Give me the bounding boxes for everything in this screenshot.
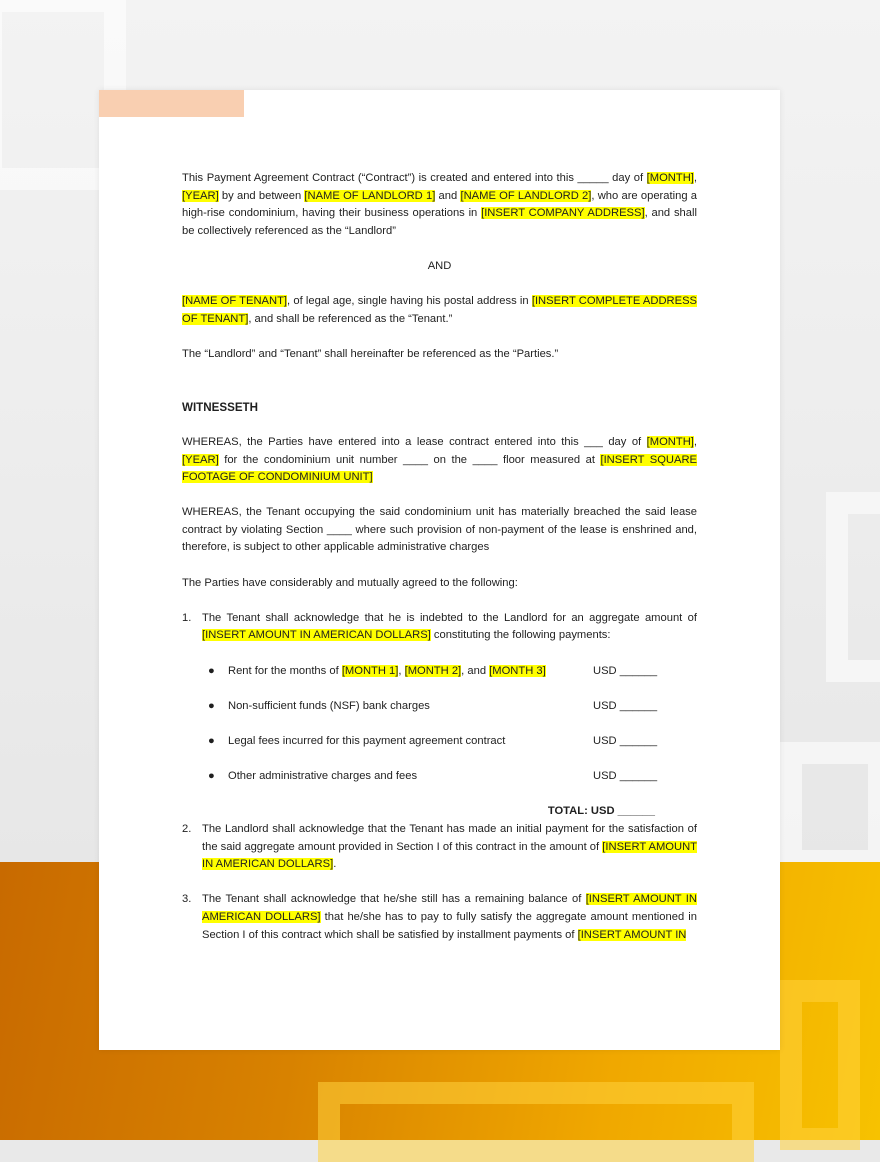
usd-amount: USD ______ xyxy=(593,699,658,712)
placeholder-amount: [INSERT AMOUNT IN xyxy=(577,928,687,941)
whereas-paragraph-2: WHEREAS, the Tenant occupying the said condominium unit has materially breached the said lease contract by violating Section ____ where such provision of non-payment of the lease is enshrined and, therefore, is subject to other applicable administrative charges xyxy=(182,506,697,554)
bullet-icon: ● xyxy=(208,664,215,677)
placeholder-month: [MONTH] xyxy=(646,435,694,448)
usd-amount: USD ______ xyxy=(593,770,658,783)
placeholder-year: [YEAR] xyxy=(182,189,219,202)
tenant-paragraph: [NAME OF TENANT], of legal age, single having his postal address in [INSERT COMPLETE ADDRESS OF TENANT], and shall be referenced as the “Tenant.” xyxy=(182,295,697,325)
bullet-item: ● Legal fees incurred for this payment agreement contract USD ______ xyxy=(182,733,697,751)
placeholder-amount: [INSERT AMOUNT IN AMERICAN DOLLARS] xyxy=(202,840,698,871)
placeholder-landlord-1: [NAME OF LANDLORD 1] xyxy=(304,189,436,202)
bullet-icon: ● xyxy=(208,770,215,783)
page-corner-tab xyxy=(99,90,244,117)
placeholder-month-1: [MONTH 1] xyxy=(341,664,399,677)
parties-paragraph: The “Landlord” and “Tenant” shall hereinafter be referenced as the “Parties.” xyxy=(182,347,559,360)
background-frame-decoration xyxy=(780,742,880,872)
agreed-paragraph: The Parties have considerably and mutually agreed to the following: xyxy=(182,576,518,589)
placeholder-month: [MONTH] xyxy=(646,172,694,184)
intro-paragraph: This Payment Agreement Contract (“Contract”) is created and entered into this _____ day of [MONTH], [YEAR] by and between [NAME OF LANDLORD 1] and [NAME OF LANDLORD 2], who are operating a high-rise condominium, having their business operations in [INSERT COMPANY ADDRESS], and shall be collectively referenced as the “Landlord” xyxy=(182,172,697,237)
placeholder-year: [YEAR] xyxy=(182,453,219,466)
bullet-icon: ● xyxy=(208,699,215,712)
document-body xyxy=(182,170,697,944)
bullet-icon: ● xyxy=(208,735,215,747)
placeholder-square-footage: [INSERT SQUARE FOOTAGE OF CONDOMINIUM UNIT] xyxy=(182,453,697,484)
placeholder-company-address: [INSERT COMPANY ADDRESS] xyxy=(481,207,645,220)
and-label: AND xyxy=(427,259,452,272)
background-frame-decoration xyxy=(780,980,860,1150)
background-frame-decoration xyxy=(318,1082,754,1162)
placeholder-month-3: [MONTH 3] xyxy=(489,664,546,677)
bullet-item: ● Non-sufficient funds (NSF) bank charges USD ______ xyxy=(182,698,697,716)
placeholder-landlord-2: [NAME OF LANDLORD 2] xyxy=(460,189,592,202)
placeholder-amount: [INSERT AMOUNT IN AMERICAN DOLLARS] xyxy=(202,629,431,642)
bullet-item: ● Rent for the months of [MONTH 1], [MONTH 2], and [MONTH 3] USD ______ xyxy=(182,663,697,681)
placeholder-tenant-address: [INSERT COMPLETE ADDRESS OF TENANT] xyxy=(182,295,697,325)
numbered-item-1: 1. The Tenant shall acknowledge that he is indebted to the Landlord for an aggregate amount of [INSERT AMOUNT IN AMERICAN DOLLARS] constituting the following payments: xyxy=(182,611,697,642)
section-heading: WITNESSETH xyxy=(182,400,259,414)
placeholder-month-2: [MONTH 2] xyxy=(404,664,462,677)
usd-amount: USD ______ xyxy=(593,664,658,677)
total-line: TOTAL: USD ______ xyxy=(547,805,655,818)
whereas-paragraph-1: WHEREAS, the Parties have entered into a lease contract entered into this ___ day of [MONTH], [YEAR] for the condominium unit number ____ on the ____ floor measured at [INSERT SQUARE FOOTAGE OF CONDOMINIUM UNIT] xyxy=(182,435,697,484)
placeholder-amount: [INSERT AMOUNT IN AMERICAN DOLLARS] xyxy=(202,893,697,923)
usd-amount: USD ______ xyxy=(593,735,658,747)
placeholder-tenant-name: [NAME OF TENANT] xyxy=(182,295,288,308)
numbered-item-2: 2. The Landlord shall acknowledge that the Tenant has made an initial payment for the satisfaction of the said aggregate amount provided in Section I of this contract in the amount of [INSERT AMOUNT IN AMERICAN DOLLARS]. xyxy=(182,822,698,871)
bullet-item: ● Other administrative charges and fees USD ______ xyxy=(182,768,697,786)
background-frame-decoration xyxy=(826,492,880,682)
numbered-item-3: 3. The Tenant shall acknowledge that he/she still has a remaining balance of [INSERT AMOUNT IN AMERICAN DOLLARS] that he/she has to pay to fully satisfy the aggregate amount mentioned in Section I of this contract which shall be satisfied by installment payments of [INSERT AMOUNT IN xyxy=(182,893,698,941)
document-page xyxy=(99,90,780,1050)
